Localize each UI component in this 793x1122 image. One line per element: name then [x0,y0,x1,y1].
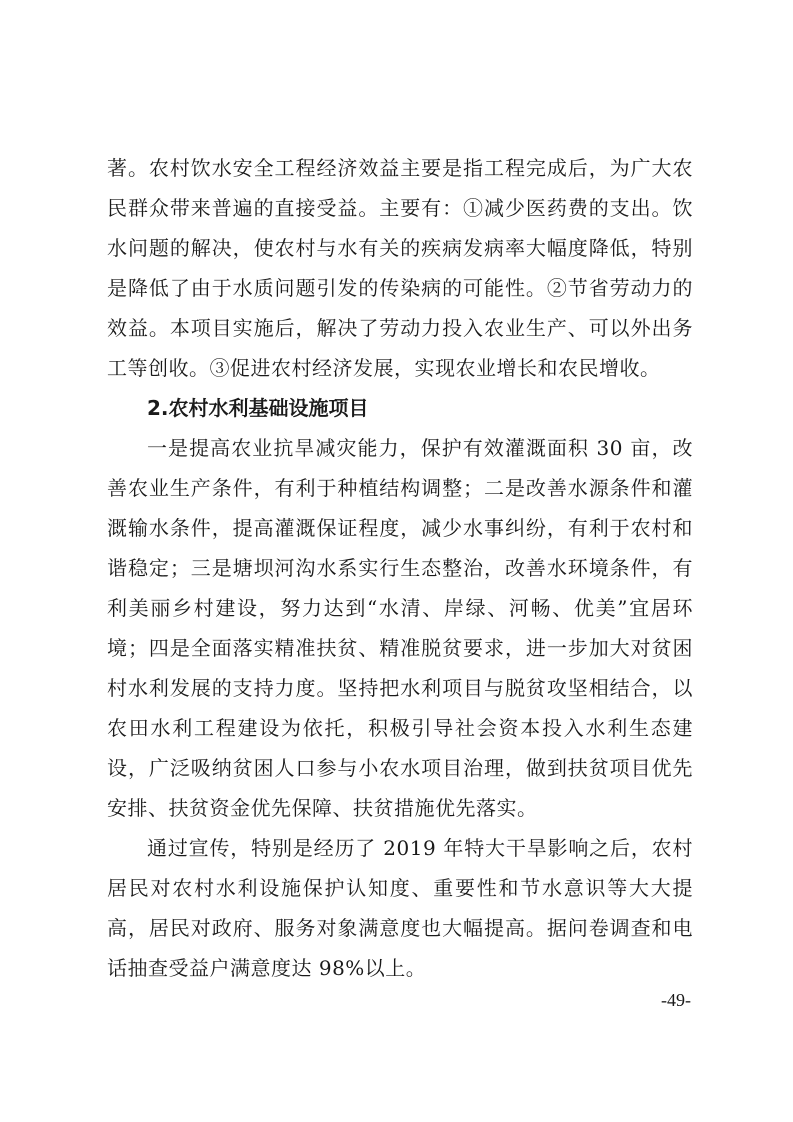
paragraph-irrigation-benefits: 一是提高农业抗旱减灾能力，保护有效灌溉面积 30 亩，改善农业生产条件，有利于种植结构调整；二是改善水源条件和灌溉输水条件，提高灌溉保证程度，减少水事纠纷，有利于农村和谐稳定；三是塘坝河沟水系实行生态整治，改善水环境条件，有利美丽乡村建设，努力达到“水清、岸绿、河畅、优美”宜居环境；四是全面落实精准扶贫、精准脱贫要求，进一步加大对贫困村水利发展的支持力度。坚持把水利项目与脱贫攻坚相结合，以农田水利工程建设为依托，积极引导社会资本投入水利生态建设，广泛吸纳贫困人口参与小农水项目治理，做到扶贫项目优先安排、扶贫资金优先保障、扶贫措施优先落实。 [107,436,693,820]
section-heading: 2.农村水利基础设施项目 [147,396,369,420]
body-text [107,148,693,988]
paragraph-water-safety-benefits: 著。农村饮水安全工程经济效益主要是指工程完成后，为广大农民群众带来普遍的直接受益。主要有：①减少医药费的支出。饮水问题的解决，使农村与水有关的疾病发病率大幅度降低，特别是降低了由于水质问题引发的传染病的可能性。②节省劳动力的效益。本项目实施后，解决了劳动力投入农业生产、可以外出务工等创收。③促进农村经济发展，实现农业增长和农民增收。 [107,156,693,380]
paragraph-satisfaction: 通过宣传，特别是经历了 2019 年特大干旱影响之后，农村居民对农村水利设施保护认知度、重要性和节水意识等大大提高，居民对政府、服务对象满意度也大幅提高。据问卷调查和电话抽查受益户满意度达 98%以上。 [107,836,693,980]
page-number: -49- [661,990,691,1010]
